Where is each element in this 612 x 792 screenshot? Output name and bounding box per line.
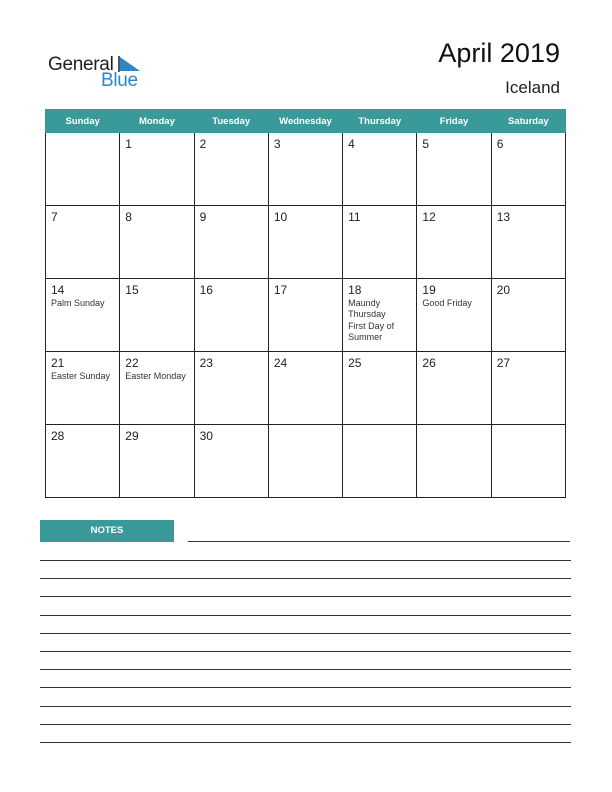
day-cell <box>268 352 342 425</box>
week-row <box>46 279 566 352</box>
note-line <box>40 687 571 688</box>
day-number: 23 <box>199 356 213 370</box>
day-cell <box>268 279 342 352</box>
day-cell <box>120 206 194 279</box>
day-number: 22 <box>125 356 139 370</box>
note-line <box>40 669 571 670</box>
day-cell <box>417 133 491 206</box>
day-cell <box>343 425 417 498</box>
holiday-label: Easter Monday <box>125 371 186 381</box>
day-number: 4 <box>348 137 355 151</box>
day-cell <box>343 133 417 206</box>
weekday-header-row <box>46 110 566 133</box>
note-line <box>188 541 570 542</box>
weekday-header: Tuesday <box>194 110 268 133</box>
month-title: April 2019 <box>438 38 560 68</box>
weekday-header: Thursday <box>343 110 417 133</box>
week-row <box>46 133 566 206</box>
weekday-header: Friday <box>417 110 491 133</box>
week-row <box>46 206 566 279</box>
day-cell <box>46 133 120 206</box>
day-cell <box>417 279 491 352</box>
note-line <box>40 615 571 616</box>
day-cell <box>491 425 565 498</box>
generalblue-logo <box>48 52 158 92</box>
day-number: 21 <box>51 356 65 370</box>
day-number: 9 <box>199 210 207 224</box>
day-cell <box>343 206 417 279</box>
weekday-header: Sunday <box>46 110 120 133</box>
day-number: 29 <box>125 429 139 443</box>
day-cell <box>343 352 417 425</box>
day-number: 12 <box>422 210 436 224</box>
day-number: 15 <box>125 283 139 297</box>
day-cell <box>120 352 194 425</box>
day-cell <box>194 206 268 279</box>
calendar-grid <box>45 109 566 498</box>
day-cell <box>343 279 417 352</box>
day-cell <box>491 352 565 425</box>
day-cell <box>120 133 194 206</box>
day-cell <box>268 425 342 498</box>
holiday-label: First Day of Summer <box>348 321 395 342</box>
day-number: 25 <box>348 356 362 370</box>
day-number: 18 <box>348 283 362 297</box>
day-number: 17 <box>273 283 288 297</box>
day-number: 16 <box>199 283 213 297</box>
day-cell <box>491 133 565 206</box>
day-number: 5 <box>422 137 430 151</box>
note-line <box>40 742 571 743</box>
holiday-label: Good Friday <box>422 298 472 308</box>
day-cell <box>491 279 565 352</box>
weekday-header: Wednesday <box>268 110 342 133</box>
note-line <box>40 578 571 579</box>
day-number: 2 <box>199 137 207 151</box>
day-number: 11 <box>348 210 361 224</box>
logo-word-general: General <box>48 54 114 75</box>
holiday-label: Easter Sunday <box>51 371 111 381</box>
note-line <box>40 633 571 634</box>
note-line <box>40 724 571 725</box>
day-cell <box>268 133 342 206</box>
holiday-label: Palm Sunday <box>51 298 105 308</box>
day-number: 7 <box>51 210 58 224</box>
day-number: 10 <box>273 210 288 224</box>
day-cell <box>194 279 268 352</box>
day-cell <box>120 279 194 352</box>
note-line <box>40 651 571 652</box>
day-number: 26 <box>422 356 436 370</box>
day-number: 27 <box>496 356 511 370</box>
week-row <box>46 352 566 425</box>
day-number: 8 <box>125 210 132 224</box>
day-cell <box>417 352 491 425</box>
day-cell <box>46 352 120 425</box>
country-name: Iceland <box>505 78 560 97</box>
day-cell <box>46 206 120 279</box>
day-cell <box>194 352 268 425</box>
day-number: 14 <box>51 283 65 297</box>
holiday-label: Maundy Thursday <box>348 298 386 319</box>
day-cell <box>491 206 565 279</box>
weekday-header: Saturday <box>491 110 565 133</box>
day-number: 3 <box>273 137 281 151</box>
day-cell <box>194 425 268 498</box>
day-number: 24 <box>273 356 288 370</box>
day-cell <box>417 206 491 279</box>
day-cell <box>46 425 120 498</box>
note-line <box>40 706 571 707</box>
note-line <box>40 596 571 597</box>
notes-label: NOTES <box>40 520 174 542</box>
day-cell <box>120 425 194 498</box>
day-cell <box>194 133 268 206</box>
day-number: 28 <box>51 429 65 443</box>
logo-word-blue: Blue <box>101 70 138 91</box>
day-number: 30 <box>199 429 213 443</box>
day-number: 20 <box>496 283 511 297</box>
note-line <box>40 560 571 561</box>
weekday-header: Monday <box>120 110 194 133</box>
day-cell <box>268 206 342 279</box>
day-number: 13 <box>496 210 511 224</box>
week-row <box>46 425 566 498</box>
day-number: 1 <box>125 137 132 151</box>
day-cell <box>46 279 120 352</box>
day-number: 19 <box>422 283 436 297</box>
day-cell <box>417 425 491 498</box>
day-number: 6 <box>496 137 504 151</box>
